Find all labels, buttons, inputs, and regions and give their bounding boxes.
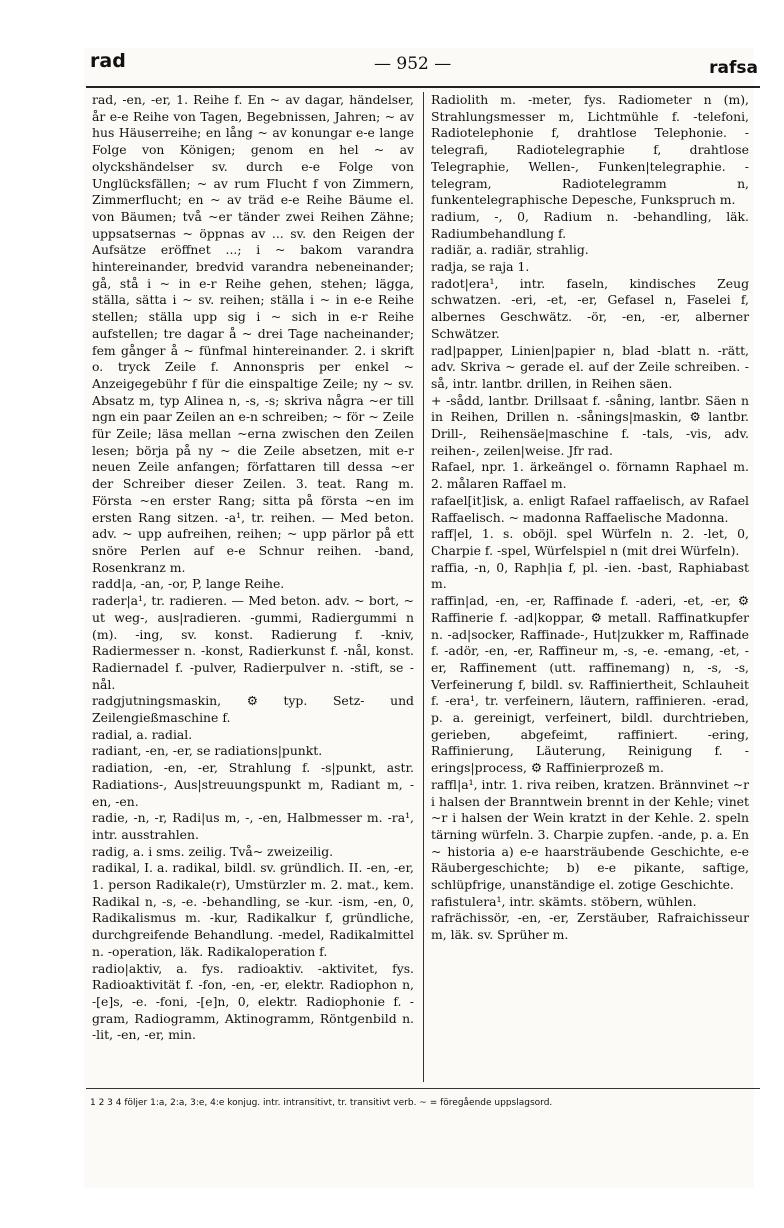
entry: radium, -, 0, Radium n. -behandling, läk. Radiumbehandlung f. (431, 208, 749, 241)
footnote-rule (86, 1088, 760, 1089)
entry: Rafael, npr. 1. ärkeängel o. förnamn Raphael m. 2. målaren Raffael m. (431, 459, 749, 492)
entry: rad, -en, -er, 1. Reihe f. En ~ av dagar, händelser, år e-e Reihe von Tagen, Begebnissen, Jahren; ~ av hus Häuserreihe; en lång ~ av konungar e-e lange Folge von Königen; genom en hel ~ av olyckshändelser sv. durch e-e Folge von Unglücksfällen; ~ av rum Flucht f von Zimmern, Zimmerflucht; en ~ av träd e-e Reihe Bäume el. von Bäumen; två ~er tänder zwei Reihen Zähne; uppsatsernas ~ öppnas av ... sv. den Reigen der Aufsätze eröffnet ...; i ~ bakom varandra hintereinander, bredvid varandra nebeneinander; gå, stå i ~ in e-r Reihe gehen, stehen; lägga, ställa, sätta i ~ sv. reihen; ställa i ~ in e-e Reihe stellen; ställa upp sig i ~ sich in e-r Reihe aufstellen; tre dagar å ~ drei Tage nacheinander; fem gånger å ~ fünfmal hintereinander. 2. i skrift o. tryck Zeile f. Annonspris per enkel ~ Anzeigegebühr f für die einspaltige Zeile; ny ~ sv. Absatz m, typ Alinea n, -s, -s; skriva några ~er till ngn ein paar Zeilen an e-n schreiben; ~ för ~ Zeile für Zeile; läsa mellan ~erna zwischen den Zeilen lesen; börja på ny ~ die Zeile absetzen, mit e-r neuen Zeile anfangen; författaren till dessa ~er der Schreiber dieser Zeilen. 3. teat. Rang m. Första ~en erster Rang; sitta på första ~en im ersten Rang sitzen. -a¹, tr. reihen. — Med beton. adv. ~ upp aufreihen, reihen; ~ upp pärlor på ett snöre Perlen auf e-e Schnur reihen. -band, Rosenkranz m. (92, 92, 414, 575)
entry: rafael[it]isk, a. enligt Rafael raffaelisch, av Rafael Raffaelisch. ~ madonna Raffaelische Madonna. (431, 492, 749, 525)
entry: radiation, -en, -er, Strahlung f. -s|punkt, astr. Radiations-, Aus|streuungspunkt m, Radiant m, -en, -en. (92, 760, 414, 809)
entry: rafrächissör, -en, -er, Zerstäuber, Rafraichisseur m, läk. sv. Sprüher m. (431, 910, 749, 943)
entry: raffl|a¹, intr. 1. riva reiben, kratzen. Brännvinet ~r i halsen der Branntwein brennt in der Kehle; vinet ~r i halsen der Wein kratzt in der Kehle. 2. speln tärning würfeln. 3. Charpie zupfen. -ande, p. a. En ~ historia a) e-e haarsträubende Geschichte, e-e Räubergeschichte; b) e-e pikante, saftige, schlüpfrige, unanständige el. zotige Geschichte. (431, 776, 749, 893)
entry: radial, a. radial. (92, 726, 193, 742)
entry: radgjutningsmaskin, ⚙ typ. Setz- und Zeilengießmaschine f. (92, 693, 414, 726)
entry: radja, se raja 1. (431, 259, 530, 275)
column-divider (423, 92, 424, 1082)
dictionary-page (84, 48, 758, 1188)
entry: raff|el, 1. s. oböjl. spel Würfeln n. 2. -let, 0, Charpie f. -spel, Würfelspiel n (mit drei Würfeln). (431, 526, 749, 558)
header-left-word: rad (90, 50, 126, 72)
entry: Radiolith m. -meter, fys. Radiometer n (m), Strahlungsmesser m, Lichtmühle f. -telefoni, Radiotelephonie f, drahtlose Telephonie. -telegrafi, Radiotelegraphie f, drahtlose Telegraphie, Wellen-, Funken|telegraphie. -telegram, Radiotelegramm n, funkentelegraphische Depesche, Funkspruch m. (431, 92, 749, 208)
left-column (92, 92, 414, 1044)
entry: radie, -n, -r, Radi|us m, -, -en, Halbmesser m. -ra¹, intr. ausstrahlen. (92, 810, 414, 842)
page-header (84, 48, 758, 84)
header-rule (86, 86, 760, 88)
entry: radd|a, -an, -or, P, lange Reihe. (92, 576, 285, 592)
right-column (431, 92, 749, 944)
entry: radiant, -en, -er, se radiations|punkt. (92, 743, 323, 759)
entry: radikal, I. a. radikal, bildl. sv. gründlich. II. -en, -er, 1. person Radikale(r), Umstürzler m. 2. mat., kem. Radikal n, -s, -e. -behandling, se -kur. -ism, -en, 0, Radikalismus m. -kur, Radikalkur f, gründliche, durchgreifende Behandlung. -medel, Radikalmittel n. -operation, läk. Radikaloperation f. (92, 860, 414, 959)
entry: radot|era¹, intr. faseln, kindisches Zeug schwatzen. -eri, -et, -er, Gefasel n, Faselei f, albernes Geschwätz. -ör, -en, -er, alberner Schwätzer. (431, 275, 749, 341)
entry: raffia, -n, 0, Raph|ia f, pl. -ien. -bast, Raphiabast m. (431, 559, 749, 592)
entry: rafistulera¹, intr. skämts. stöbern, wühlen. (431, 893, 697, 909)
header-right-word: rafsa (709, 58, 758, 78)
entry: radig, a. i sms. zeilig. Två~ zweizeilig. (92, 843, 334, 859)
entry: raffin|ad, -en, -er, Raffinade f. -aderi, -et, -er, ⚙ Raffinerie f. -ad|koppar, ⚙ metall. Raffinatkupfer n. -ad|socker, Raffinade-, Hut|zukker m, Raffinade f. -adör, -en, -er, Raffineur m, -s, -e. -emang, -et, -er, Raffinement (utt. raffinemang) n, -s, -s, Verfeinerung f, bildl. sv. Raffiniertheit, Schlauheit f. -era¹, tr. verfeinern, läutern, raffinieren. -erad, p. a. gereinigt, verfeinert, bildl. durchtrieben, gerieben, abgefeimt, raffiniert. -ering, Raffinierung, Läuterung, Reinigung f. -erings|process, ⚙ Raffinierprozeß m. (431, 593, 749, 776)
entry: radiär, a. radiär, strahlig. (431, 242, 589, 258)
footnote: 1 2 3 4 följer 1:a, 2:a, 3:e, 4:e konjug. intr. intransitivt, tr. transitivt verb. ~ = föregående uppslagsord. (90, 1098, 553, 1108)
entry: radio|aktiv, a. fys. radioaktiv. -aktivitet, fys. Radioaktivität f. -fon, -en, -er, elektr. Radiophon n, -[e]s, -e. -foni, -[e]n, 0, elektr. Radiophonie f. -gram, Radiogramm, Aktinogramm, Röntgenbild n. -lit, -en, -er, min. (92, 960, 414, 1043)
page-number: — 952 — (374, 54, 452, 74)
entry: rad|papper, Linien|papier n, blad -blatt n. -rätt, adv. Skriva ~ gerade el. auf der Zeile schreiben. -så, intr. lantbr. drillen, in Reihen säen. (431, 342, 749, 391)
entry: rader|a¹, tr. radieren. — Med beton. adv. ~ bort, ~ ut weg-, aus|radieren. -gummi, Radiergummi n (m). -ing, sv. konst. Radierung f. -kniv, Radiermesser n. -konst, Radierkunst f. -nål, konst. Radiernadel f. -pulver, Radierpulver n. -stift, se -nål. (92, 593, 414, 692)
entry: + -sådd, lantbr. Drillsaat f. -såning, lantbr. Säen n in Reihen, Drillen n. -sånings|maskin, ⚙ lantbr. Drill-, Reihensäe|maschine f. -tals, -vis, adv. reihen-, zeilen|weise. Jfr rad. (431, 392, 749, 458)
